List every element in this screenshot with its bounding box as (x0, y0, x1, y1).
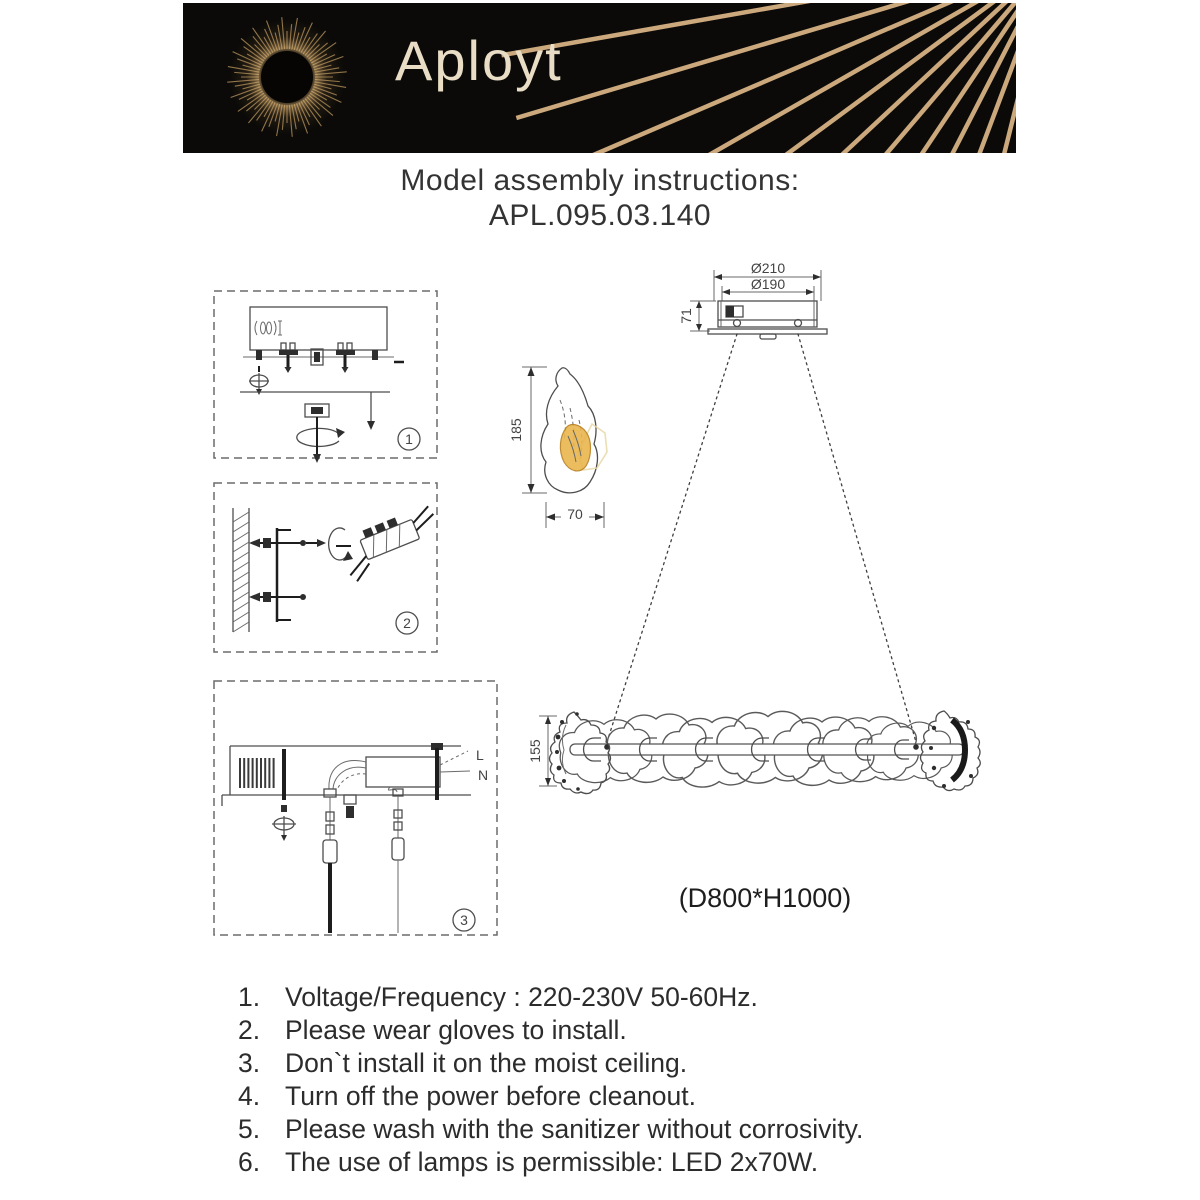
step2-number: 2 (403, 615, 411, 631)
assembly-diagrams (0, 250, 1200, 960)
outer-diameter-label: Ø210 (750, 260, 786, 276)
banner-art (183, 3, 1016, 153)
item-number: 6. (238, 1147, 261, 1177)
instruction-list (238, 981, 863, 1179)
inner-diameter-label: Ø190 (750, 276, 786, 292)
live-wire-label: L (476, 747, 484, 763)
step3-diagram (214, 681, 497, 935)
brand-logo-text: Aployt (395, 29, 563, 92)
neutral-wire-label: N (478, 767, 489, 783)
ring-height-label: 155 (527, 739, 543, 763)
cable-clamp (336, 343, 355, 373)
list-item (238, 1080, 863, 1113)
suspension-cable (392, 789, 404, 933)
item-number: 3. (238, 1048, 261, 1078)
model-number: APL.095.03.140 (488, 199, 712, 232)
item-number: 2. (238, 1015, 261, 1045)
screw-washer-icon (249, 366, 269, 395)
glass-element-side-view (508, 367, 607, 528)
list-item (238, 1146, 863, 1179)
terminal-block-icon (337, 504, 447, 583)
brand-banner (183, 3, 1016, 153)
wall-hatch (233, 512, 249, 632)
item-text: Don`t install it on the moist ceiling. (285, 1048, 688, 1078)
screw-rotation-icon (297, 404, 345, 463)
step3-number: 3 (460, 912, 468, 928)
pendant-view (527, 260, 980, 913)
bulb-glow (560, 425, 590, 471)
item-number: 5. (238, 1114, 261, 1144)
starburst-center (261, 51, 313, 103)
list-item (238, 1047, 863, 1080)
canopy-height-label: 71 (678, 308, 694, 324)
list-item (238, 1113, 863, 1146)
list-item (238, 981, 863, 1014)
width-dimension: 70 (567, 506, 583, 522)
item-text: The use of lamps is permissible: LED 2x70W. (285, 1147, 819, 1177)
overall-size-label: (D800*H1000) (678, 883, 852, 913)
item-number: 1. (238, 982, 261, 1012)
rotate-icon (329, 528, 353, 561)
page-title: Model assembly instructions: (400, 164, 800, 197)
step2-diagram (214, 483, 446, 652)
step1-diagram (214, 291, 437, 463)
cable-clamp (279, 343, 298, 373)
item-number: 4. (238, 1081, 261, 1111)
glass-ring (550, 711, 981, 794)
corner-rays-icon (494, 3, 1016, 153)
ceiling-canopy (708, 301, 827, 339)
item-text: Please wear gloves to install. (285, 1015, 627, 1045)
list-item (238, 1014, 863, 1047)
coil-block (240, 758, 274, 788)
suspension-cable (323, 789, 337, 933)
height-dimension: 185 (508, 418, 524, 442)
item-text: Voltage/Frequency : 220-230V 50-60Hz. (285, 982, 758, 1012)
item-text: Please wash with the sanitizer without corrosivity. (285, 1114, 864, 1144)
item-text: Turn off the power before cleanout. (285, 1081, 697, 1111)
step1-number: 1 (405, 431, 413, 447)
